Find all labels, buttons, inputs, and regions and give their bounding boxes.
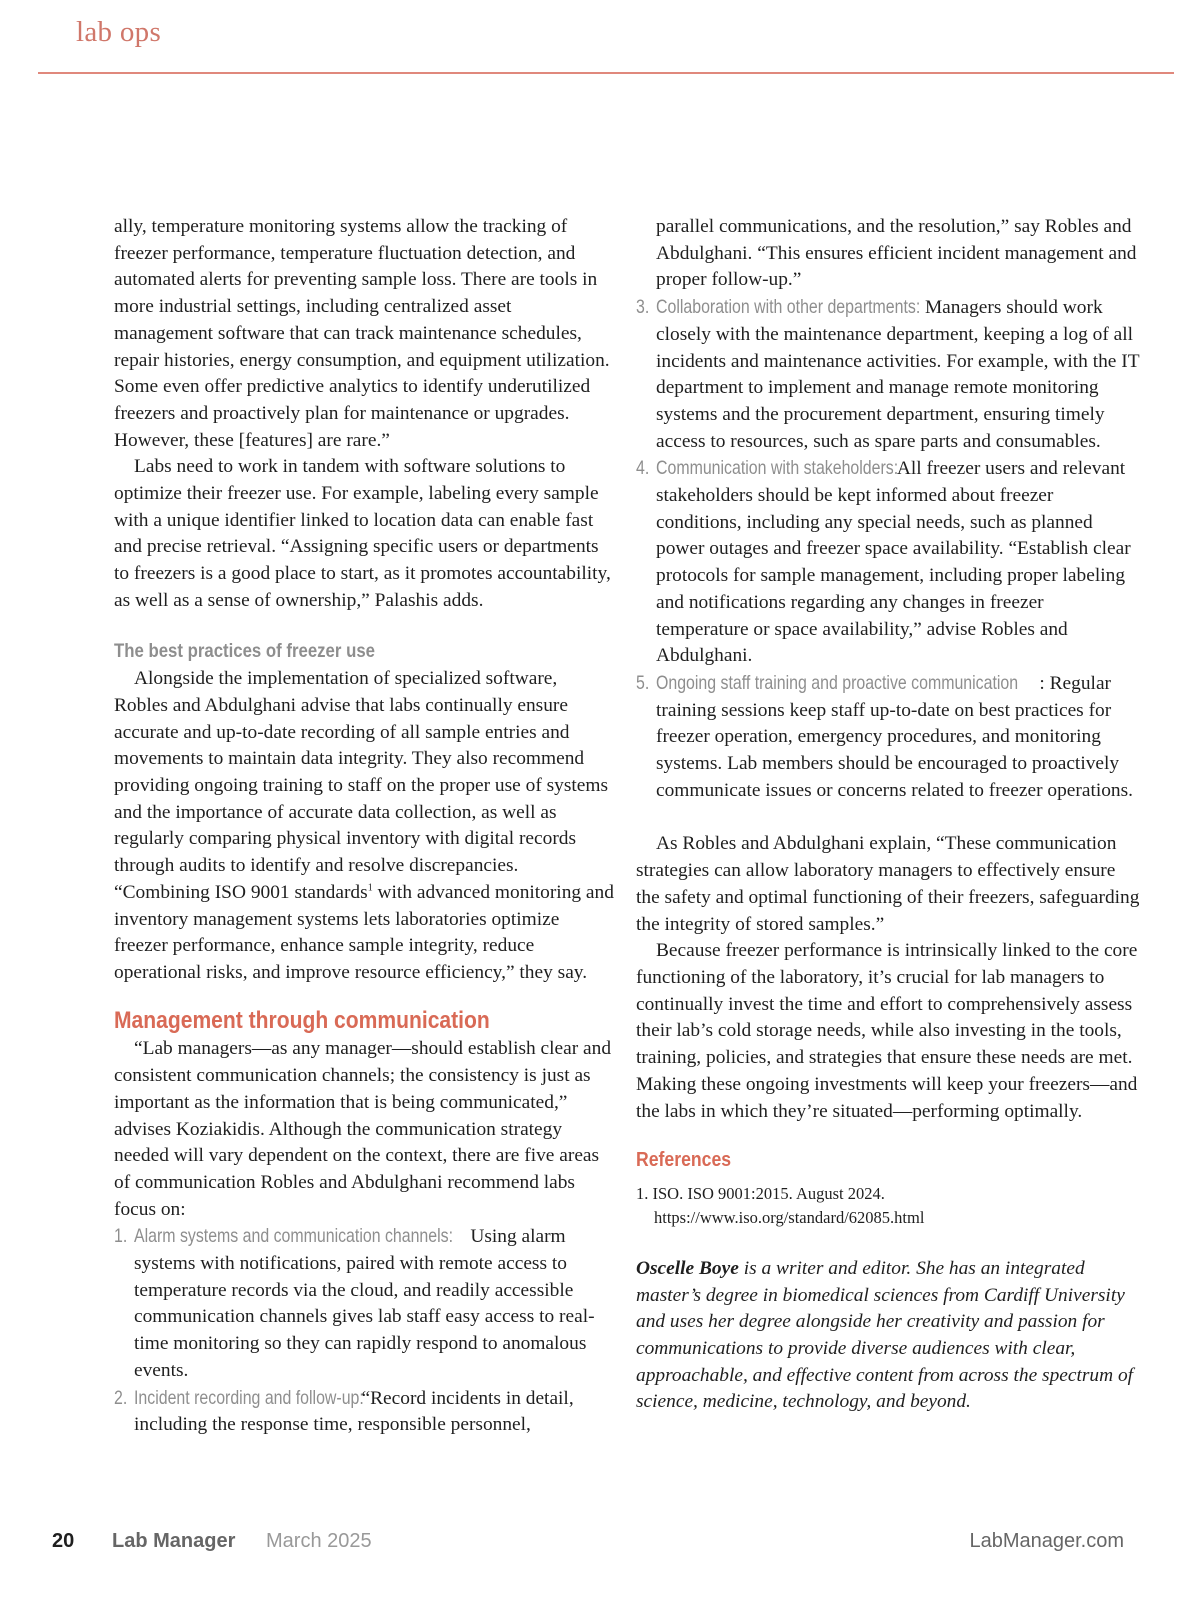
list-text: Managers should work closely with the maintenance department, keeping a log of all incidents and maintenance activities. For example, with the IT department to implement and manage remote monitoring systems and the procurement department, ensuring timely access to resources, such as spare parts and consumables. [656, 297, 1140, 452]
communication-areas-list-continued [636, 294, 1141, 804]
references-heading: References [636, 1148, 732, 1172]
list-item [636, 294, 1141, 455]
list-number: 4. [636, 457, 650, 480]
paragraph: Because freezer performance is intrinsically linked to the core functioning of the laboratory, it’s crucial for lab managers to continually invest the time and effort to comprehensively assess their lab’s cold storage needs, while also investing in the tools, training, policies, and strategies that ensure these needs are met. Making these ongoing investments will keep your freezers—and the labs in which they’re situated—performing optimally. [636, 940, 1138, 1122]
magazine-name: Lab Manager [112, 1530, 236, 1552]
list-lead: Ongoing staff training and proactive communication [656, 671, 1019, 694]
list-item [636, 670, 1141, 805]
paragraph: ally, temperature monitoring systems allow the tracking of freezer performance, temperature fluctuation detection, and automated alerts for preventing sample loss. There are tools in more industrial settings, including centralized asset management software that can track maintenance schedules, repair histories, energy consumption, and equipment utilization. Some even offer predictive analytics to identify underutilized freezers and proactively plan for maintenance or upgrades. However, these [features] are rare.” [114, 216, 610, 451]
list-lead: Collaboration with other departments: [656, 296, 921, 319]
list-number: 2. [114, 1386, 128, 1409]
paragraph: “Lab managers—as any manager—should establish clear and consistent communication channels; the consistency is just as important as the information that is being communicated,” advises Koziakidis. Although the communication strategy needed will vary dependent on the context, there are five areas of communication Robles and Abdulghani recommend labs focus on: [114, 1038, 612, 1220]
list-number: 5. [636, 671, 650, 694]
list-lead: Communication with stakeholders: [656, 457, 899, 480]
header-rule [38, 72, 1174, 74]
right-column [636, 214, 1141, 1416]
footnote-marker: 1 [367, 882, 373, 894]
list-text: Using alarm systems with notifications, paired with remote access to temperature records via the cloud, and readily accessible communication channels gives lab staff easy access to real-time monitoring so they can rapidly respond to anomalous events. [134, 1226, 595, 1381]
list-item [114, 1385, 614, 1439]
author-name: Oscelle Boye [636, 1257, 739, 1279]
list-text: All freezer users and relevant stakeholders should be kept informed about freezer conditions, including any special needs, such as planned power outages and freezer space availability. “Establish clear protocols for sample management, including proper labeling and notifications regarding any changes in freezer temperature or space availability,” advise Robles and Abdulghani. [656, 458, 1131, 667]
subheading-best-practices: The best practices of freezer use [114, 639, 375, 662]
list-item [114, 1223, 614, 1384]
communication-areas-list [114, 1223, 614, 1439]
paragraph: Labs need to work in tandem with software solutions to optimize their freezer use. For example, labeling every sample with a unique identifier linked to location data can enable fast and precise retrieval. “Assigning specific users or departments to freezers is a good place to start, as it promotes accountability, as well as a sense of ownership,” Palashis adds. [114, 456, 611, 611]
page-number: 20 [52, 1530, 75, 1552]
paragraph-text: Alongside the implementation of specialized software, Robles and Abdulghani advise that labs continually ensure accurate and up-to-date recording of all sample entries and movements to maintain data integrity. They also recommend providing ongoing training to staff on the proper use of systems and the importance of accurate data collection, as well as regularly comparing physical inventory with digital records through audits to identify and resolve discrepancies. “Combining ISO 9001 standards [114, 668, 609, 903]
paragraph: As Robles and Abdulghani explain, “These communication strategies can allow laboratory managers to effectively ensure the safety and optimal functioning of their freezers, safeguarding the integrity of stored samples.” [636, 833, 1140, 935]
author-bio-text: is a writer and editor. She has an integrated master’s degree in biomedical sciences from Cardiff University and uses her degree alongside her creativity and passion for communications to provide diverse audiences with clear, approachable, and effective content from across the spectrum of science, medicine, technology, and beyond. [636, 1257, 1134, 1413]
list-text: “Record incidents in detail, including the response time, responsible personnel, [134, 1387, 574, 1436]
list-number: 1. [114, 1225, 128, 1248]
page-footer [0, 1530, 1200, 1560]
list-item [636, 455, 1141, 670]
left-column [114, 214, 614, 1439]
section-label: lab ops [76, 16, 162, 48]
list-text: : Regular training sessions keep staff up-to-date on best practices for freezer operation, emergency procedures, and monitoring systems. Lab members should be encouraged to proactively communicate issues or concerns related to freezer operations. [656, 672, 1134, 801]
issue-date: March 2025 [266, 1530, 372, 1552]
author-bio [636, 1256, 1141, 1416]
list-continuation: parallel communications, and the resolution,” say Robles and Abdulghani. “This ensures efficient incident management and proper follow-up.” [656, 216, 1137, 291]
paragraph-text: with advanced monitoring and inventory management systems lets laboratories optimize freezer performance, enhance sample integrity, reduce operational risks, and improve resource efficiency,” they say. [114, 881, 614, 983]
list-number: 3. [636, 296, 650, 319]
website-url: LabManager.com [969, 1530, 1124, 1552]
list-lead: Incident recording and follow-up: [134, 1386, 364, 1409]
heading-management-communication: Management through communication [114, 1006, 490, 1034]
reference-item: 1. ISO. ISO 9001:2015. August 2024. https://www.iso.org/standard/62085.html [636, 1183, 925, 1227]
paragraph [114, 666, 614, 986]
list-lead: Alarm systems and communication channels: [134, 1225, 454, 1248]
